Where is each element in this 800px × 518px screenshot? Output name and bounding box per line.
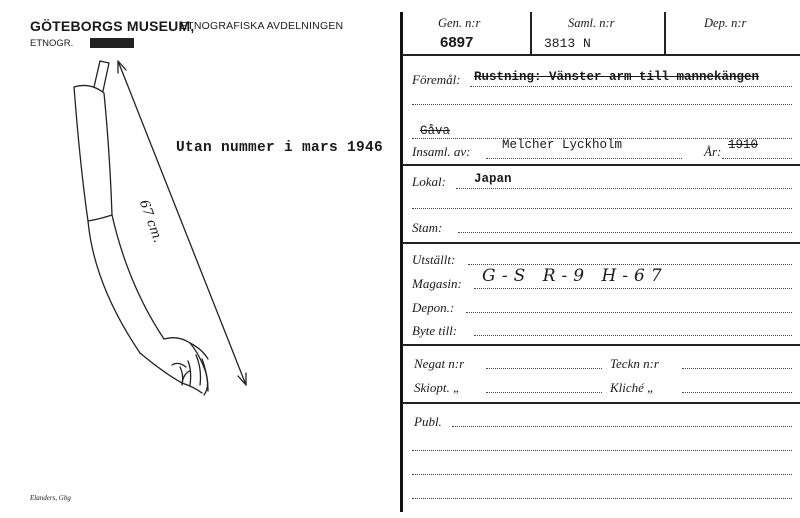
gen-number: 6897 [440,34,474,51]
byte-line [474,335,792,336]
teckn-label: Teckn n:r [610,356,659,371]
stam-line [458,232,792,233]
card-left-border [400,12,403,512]
rule-after-byte [402,344,800,346]
ar-label: År: [704,144,722,159]
magasin-label: Magasin: [412,276,462,291]
teckn-line [682,368,792,369]
museum-name: GÖTEBORGS MUSEUM, [30,18,195,34]
kliche-line [682,392,792,393]
utstallt-label: Utställt: [412,252,456,267]
ar-value: 1910 [728,138,759,152]
header-divider-1 [530,12,532,54]
gava-value: Gåva [420,124,451,138]
foremal-line [470,86,792,87]
skiopt-line [486,392,602,393]
rule-after-insaml [402,164,800,166]
saml-number: 3813 N [544,36,591,51]
stam-label: Stam: [412,220,443,235]
publ-line-2 [412,450,792,451]
arm-sketch [60,55,280,415]
negat-label: Negat n:r [414,356,465,371]
byte-label: Byte till: [412,323,458,338]
lokal-line-2 [412,208,792,209]
publ-label: Publ. [414,414,442,429]
magasin-value: G-S R-9 H-67 [482,266,668,286]
sketch-note: Utan nummer i mars 1946 [176,140,384,156]
rule-after-kliche [402,402,800,404]
skiopt-label: Skiopt. „ [414,380,461,395]
ar-line [722,158,792,159]
depon-label: Depon.: [412,300,455,315]
printer-imprint: Elanders, Gbg [30,494,71,502]
measurement-label: 67 cm. [135,198,166,245]
negat-line [486,368,602,369]
gen-label: Gen. n:r [438,16,481,30]
publ-line-3 [412,474,792,475]
department-name: ETNOGRAFISKA AVDELNINGEN [180,20,344,32]
foremal-label: Föremål: [412,72,461,87]
saml-label: Saml. n:r [568,16,615,30]
insaml-line [486,158,682,159]
header-bottom-rule [402,54,800,56]
insaml-value: Melcher Lyckholm [502,138,623,152]
publ-line-4 [412,498,792,499]
depon-line [466,312,792,313]
utstallt-line [468,264,792,265]
publ-line-1 [452,426,792,427]
redacted-stamp [90,38,134,48]
lokal-label: Lokal: [412,174,446,189]
foremal-value: Rustning: Vänster arm till mannekängen [474,70,760,84]
header-divider-2 [664,12,666,54]
insaml-label: Insaml. av: [412,144,471,159]
magasin-line [474,288,792,289]
kliche-label: Kliché „ [610,380,655,395]
lokal-line [456,188,792,189]
dep-label: Dep. n:r [704,16,747,30]
section-label: ETNOGR. [30,38,74,49]
foremal-line-2 [412,104,792,105]
rule-after-stam [402,242,800,244]
lokal-value: Japan [474,172,512,186]
